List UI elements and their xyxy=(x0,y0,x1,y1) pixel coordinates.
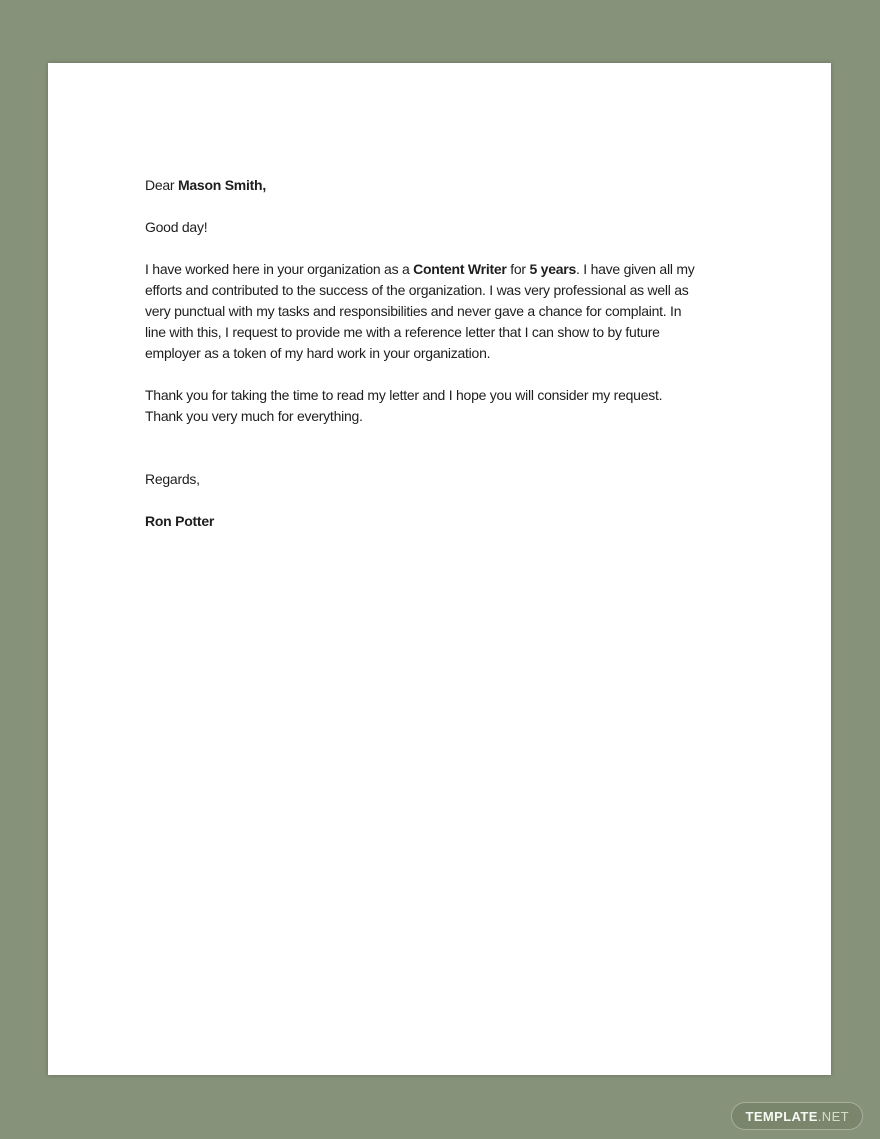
document-page xyxy=(48,63,831,1075)
text-run: . I have given all my xyxy=(576,261,695,277)
badge-brand-text: TEMPLATE xyxy=(745,1108,818,1124)
letter-line xyxy=(145,280,736,301)
badge-suffix-text: .NET xyxy=(817,1108,849,1124)
text-run-bold: Ron Potter xyxy=(145,513,215,529)
text-run: very punctual with my tasks and responsibilities and never gave a chance for complaint. In xyxy=(145,303,682,319)
text-run: Thank you very much for everything. xyxy=(145,408,363,424)
letter-paragraph xyxy=(145,217,736,238)
letter-paragraph xyxy=(145,469,736,490)
letter-line xyxy=(145,259,736,280)
text-run: Regards, xyxy=(145,471,200,487)
letter-paragraph xyxy=(145,175,736,196)
template-net-badge[interactable] xyxy=(731,1102,863,1130)
letter-line xyxy=(145,175,736,196)
text-run: Good day! xyxy=(145,219,208,235)
text-run: Dear xyxy=(145,177,178,193)
text-run: Thank you for taking the time to read my letter and I hope you will consider my request. xyxy=(145,387,663,403)
letter-line xyxy=(145,217,736,238)
letter-paragraph xyxy=(145,385,736,427)
text-run-bold: Content Writer xyxy=(413,261,507,277)
letter-paragraph xyxy=(145,511,736,532)
letter-line xyxy=(145,469,736,490)
text-run: I have worked here in your organization as a xyxy=(145,261,414,277)
letter-line xyxy=(145,343,736,364)
letter-line xyxy=(145,406,736,427)
text-run: for xyxy=(506,261,530,277)
text-run: line with this, I request to provide me with a reference letter that I can show to by future xyxy=(145,324,660,340)
text-run: employer as a token of my hard work in your organization. xyxy=(145,345,491,361)
letter-line xyxy=(145,322,736,343)
letter-line xyxy=(145,301,736,322)
text-run-bold: Mason Smith, xyxy=(177,177,266,193)
template-net-badge-label xyxy=(745,1110,849,1123)
letter-body xyxy=(48,63,831,532)
letter-line xyxy=(145,511,736,532)
letter-line xyxy=(145,385,736,406)
text-run-bold: 5 years xyxy=(529,261,577,277)
letter-paragraph xyxy=(145,259,736,364)
text-run: efforts and contributed to the success of the organization. I was very professional as well as xyxy=(145,282,689,298)
